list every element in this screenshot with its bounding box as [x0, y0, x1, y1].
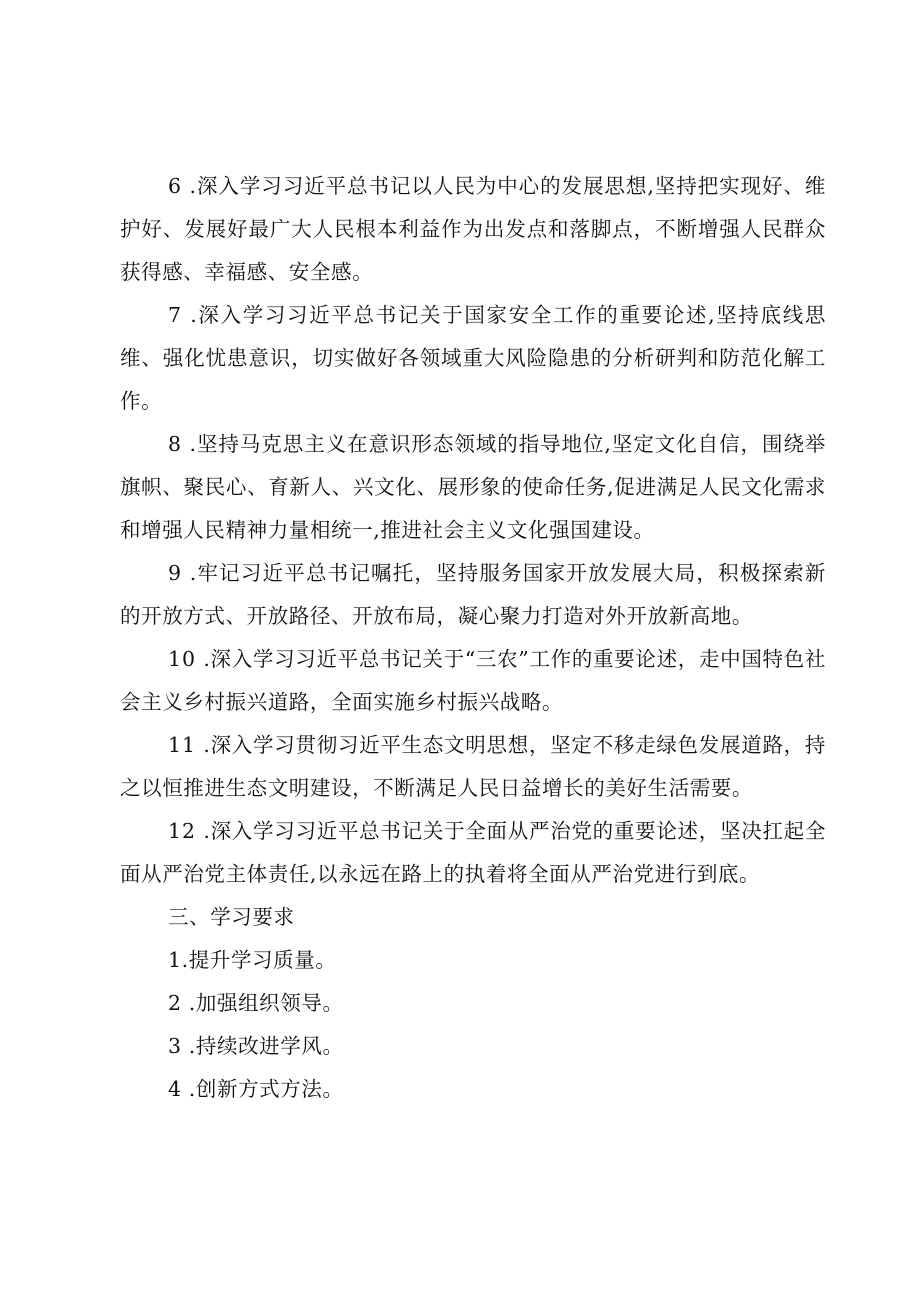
requirement-item: 1.提升学习质量。	[168, 948, 337, 972]
paragraph-number: 8	[168, 432, 183, 456]
paragraph-text: .坚持马克思主义在意识形态领域的指导地位,坚定文化自信，围绕举旗帜、聚民心、育新人、兴文化、展形象的使命任务,促进满足人民文化需求和增强人民精神力量相统一,推进社会主义文化强国建设。	[120, 432, 826, 542]
paragraph-text: .深入学习习近平总书记关于国家安全工作的重要论述,坚持底线思维、强化忧患意识，切实做好各领域重大风险隐患的分析研判和防范化解工作。	[120, 303, 827, 413]
paragraph-text: .深入学习习近平总书记关于“三农”工作的重要论述，走中国特色社会主义乡村振兴道路，全面实施乡村振兴战略。	[120, 647, 827, 714]
requirement-item: 2 .加强组织领导。	[168, 991, 344, 1015]
paragraph-10	[120, 638, 826, 724]
paragraph-6	[120, 165, 826, 294]
paragraph-text: .深入学习习近平总书记以人民为中心的发展思想,坚持把实现好、维护好、发展好最广大人民根本利益作为出发点和落脚点，不断增强人民群众获得感、幸福感、安全感。	[120, 174, 826, 284]
paragraph-9	[120, 552, 826, 638]
paragraph-text: .牢记习近平总书记嘱托，坚持服务国家开放发展大局，积极探索新的开放方式、开放路径、开放布局，凝心聚力打造对外开放新高地。	[120, 561, 826, 628]
paragraph-text: .深入学习贯彻习近平生态文明思想，坚定不移走绿色发展道路，持之以恒推进生态文明建设，不断满足人民日益增长的美好生活需要。	[120, 733, 826, 800]
paragraph-number: 6	[168, 174, 183, 198]
paragraph-number: 12	[168, 819, 197, 843]
requirement-item: 4 .创新方式方法。	[168, 1077, 344, 1101]
paragraph-number: 10	[168, 647, 197, 671]
paragraph-11	[120, 724, 826, 810]
section-heading: 三、学习要求	[168, 905, 295, 929]
paragraph-number: 9	[168, 561, 183, 585]
paragraph-7	[120, 294, 826, 423]
paragraph-number: 7	[168, 303, 183, 327]
paragraph-text: .深入学习习近平总书记关于全面从严治党的重要论述，坚决扛起全面从严治党主体责任,以永远在路上的执着将全面从严治党进行到底。	[120, 819, 826, 886]
paragraph-number: 11	[168, 733, 197, 757]
paragraph-12	[120, 810, 826, 896]
document-body	[120, 165, 826, 1111]
paragraph-8	[120, 423, 826, 552]
requirement-item: 3 .持续改进学风。	[168, 1034, 344, 1058]
